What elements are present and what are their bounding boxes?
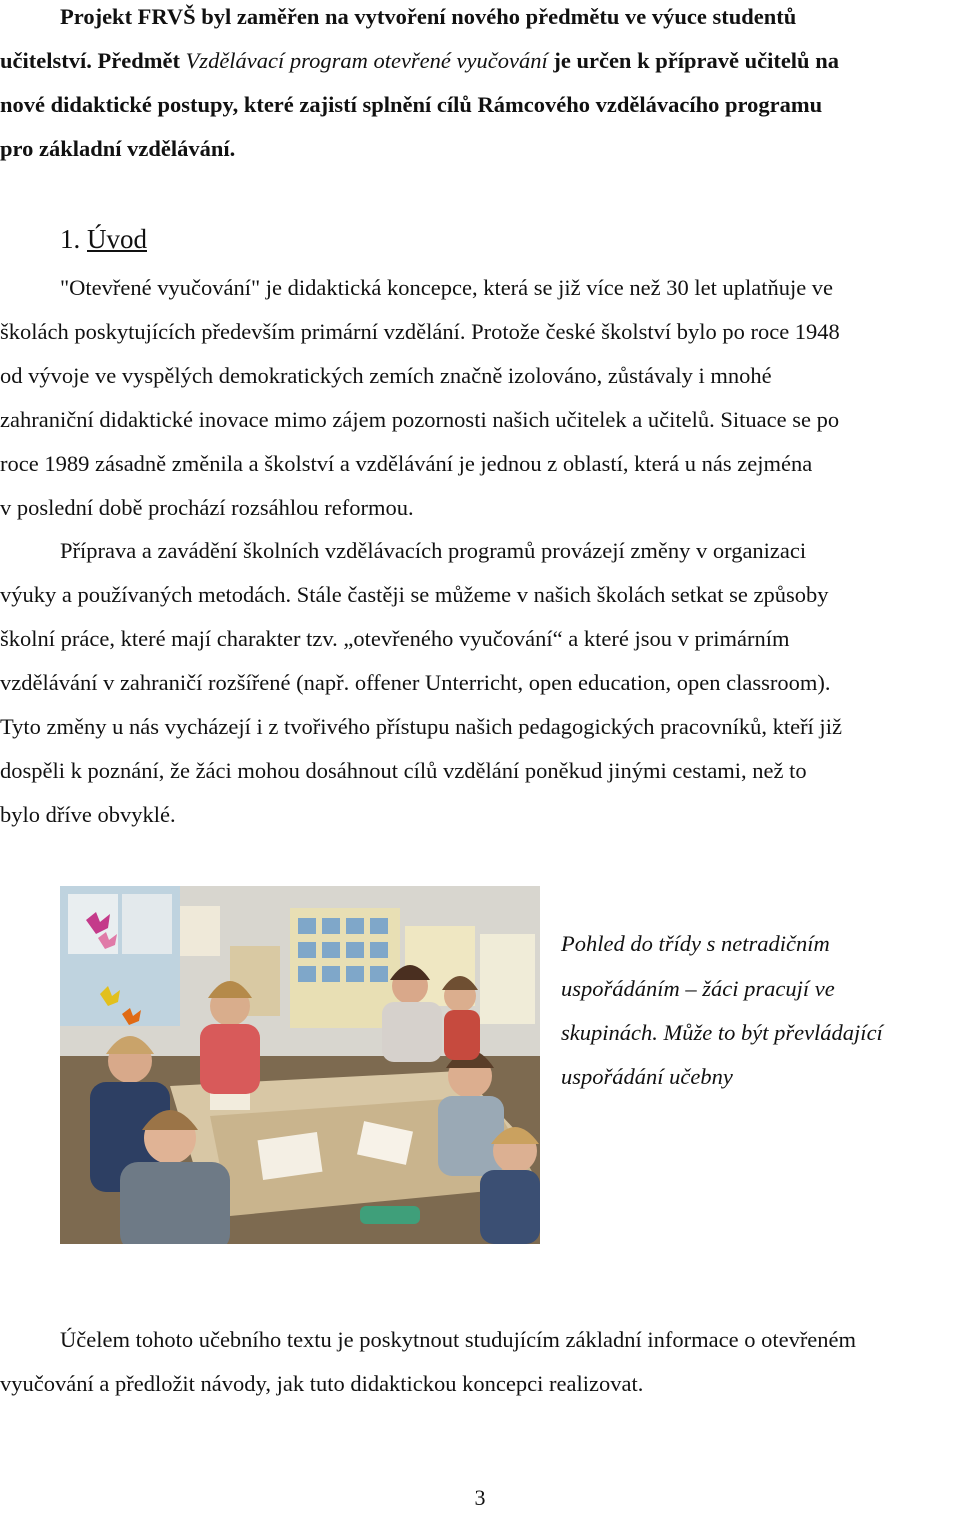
- paragraph2-line: výuky a používaných metodách. Stále častěji se můžeme v našich školách setkat se způsoby: [0, 582, 829, 607]
- intro-line-4: pro základní vzdělávání.: [0, 136, 236, 161]
- section-number: 1.: [60, 224, 87, 254]
- paragraph1-line: roce 1989 zásadně změnila a školství a vzdělávání je jednou z oblastí, která u nás zejména: [0, 451, 813, 476]
- photo-caption-line: skupinách. Může to být převládající: [561, 1020, 883, 1045]
- paragraph2-line: dospěli k poznání, že žáci mohou dosáhnout cílů vzdělání poněkud jinými cestami, než to: [0, 758, 807, 783]
- intro-line-3: nové didaktické postupy, které zajistí splnění cílů Rámcového vzdělávacího programu: [0, 92, 823, 117]
- photo-caption-line: uspořádání učebny: [561, 1064, 733, 1089]
- paragraph1-line: od vývoje ve vyspělých demokratických zemích značně izolováno, zůstávaly i mnohé: [0, 363, 772, 388]
- paragraph2-line: Tyto změny u nás vycházejí i z tvořivého přístupu našich pedagogických pracovníků, kteří již: [0, 714, 842, 739]
- paragraph2-line: vzdělávání v zahraničí rozšířené (např. offener Unterricht, open education, open classroom).: [0, 670, 831, 695]
- course-name: Vzdělávací program otevřené vyučování: [185, 48, 548, 73]
- intro-line-2: [0, 46, 839, 76]
- paragraph3-line: Účelem tohoto učebního textu je poskytnout studujícím základní informace o otevřeném: [60, 1327, 857, 1352]
- paragraph1-line: školách poskytujících především primární vzdělání. Protože české školství bylo po roce 1948: [0, 319, 840, 344]
- photo-caption-line: uspořádáním – žáci pracují ve: [561, 976, 835, 1001]
- paragraph1-line: zahraniční didaktické inovace mimo zájem pozornosti našich učitelek a učitelů. Situace se po: [0, 407, 840, 432]
- section-title: Úvod: [87, 224, 147, 254]
- paragraph2-line: bylo dříve obvyklé.: [0, 802, 176, 827]
- paragraph3-line: vyučování a předložit návody, jak tuto didaktickou koncepci realizovat.: [0, 1371, 644, 1396]
- paragraph2-line: Příprava a zavádění školních vzdělávacích programů provázejí změny v organizaci: [60, 538, 807, 563]
- paragraph1-line: "Otevřené vyučování" je didaktická koncepce, která se již více než 30 let uplatňuje ve: [60, 275, 834, 300]
- classroom-photo: [60, 886, 540, 1244]
- paragraph2-line: školní práce, které mají charakter tzv. „otevřeného vyučování“ a které jsou v primárním: [0, 626, 790, 651]
- photo-caption-line: Pohled do třídy s netradičním: [561, 931, 830, 956]
- intro-line-1: Projekt FRVŠ byl zaměřen na vytvoření nového předmětu ve výuce studentů: [60, 4, 797, 29]
- paragraph1-line: v poslední době prochází rozsáhlou reformou.: [0, 495, 414, 520]
- intro-line-2-end: je určen k přípravě učitelů na: [547, 48, 839, 73]
- intro-line-2-start: učitelství. Předmět: [0, 48, 186, 73]
- section-heading: [60, 222, 147, 256]
- page-number: 3: [474, 1485, 486, 1510]
- classroom-photo-illustration: [60, 886, 540, 1244]
